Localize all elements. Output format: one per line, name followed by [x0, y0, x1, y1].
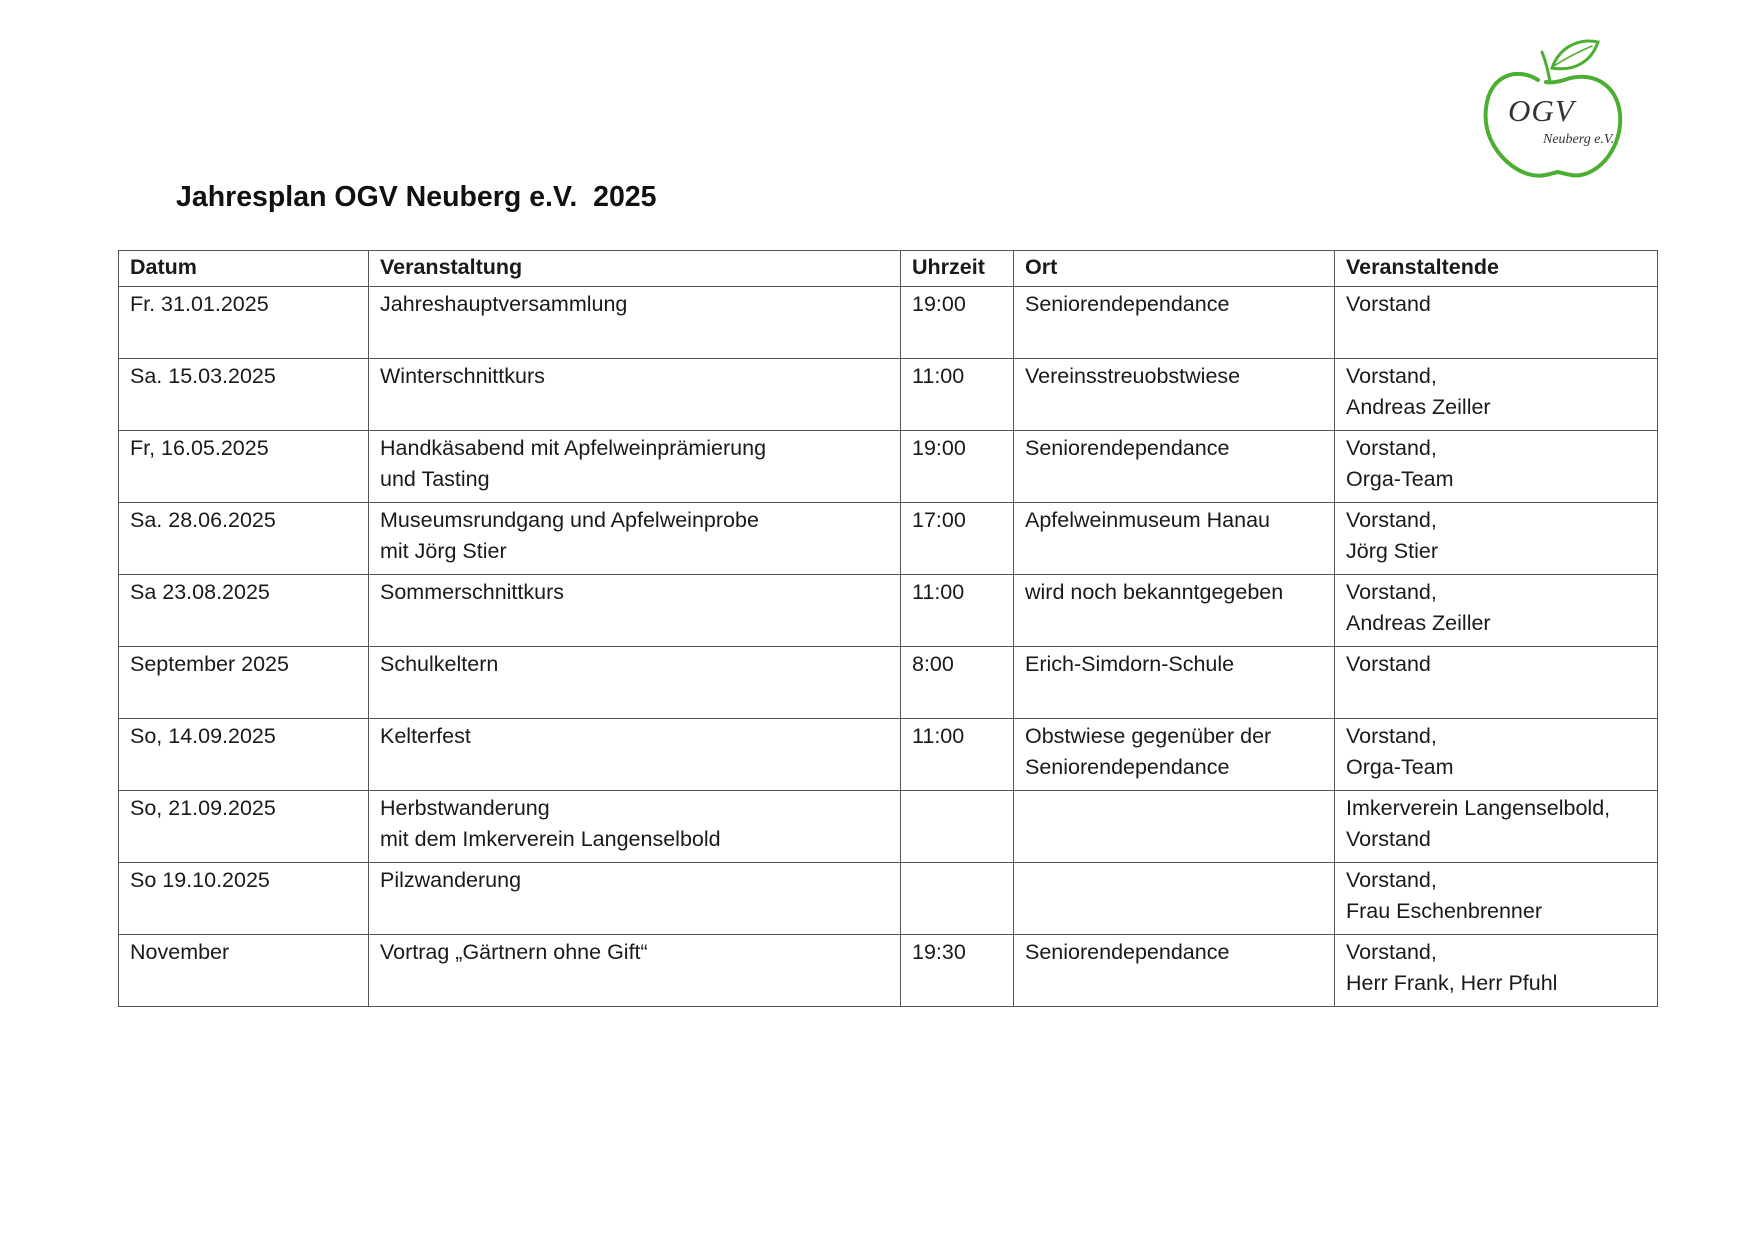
cell-veranstaltende: Vorstand, Frau Eschenbrenner	[1335, 863, 1658, 935]
cell-veranstaltung: Winterschnittkurs	[369, 359, 901, 431]
cell-uhrzeit	[901, 863, 1014, 935]
cell-veranstaltung: Sommerschnittkurs	[369, 575, 901, 647]
table-row	[119, 575, 1658, 647]
cell-veranstaltung: Herbstwanderung mit dem Imkerverein Langenselbold	[369, 791, 901, 863]
header-veranstaltung: Veranstaltung	[369, 251, 901, 287]
cell-veranstaltende: Vorstand, Herr Frank, Herr Pfuhl	[1335, 935, 1658, 1007]
cell-veranstaltende: Vorstand	[1335, 287, 1658, 359]
header-datum: Datum	[119, 251, 369, 287]
table-header-row	[119, 251, 1658, 287]
cell-veranstaltung: Vortrag „Gärtnern ohne Gift“	[369, 935, 901, 1007]
table-row	[119, 935, 1658, 1007]
cell-ort	[1014, 863, 1335, 935]
cell-veranstaltung: Museumsrundgang und Apfelweinprobe mit Jörg Stier	[369, 503, 901, 575]
cell-uhrzeit	[901, 791, 1014, 863]
cell-datum: September 2025	[119, 647, 369, 719]
cell-ort: Seniorendependance	[1014, 431, 1335, 503]
cell-veranstaltung: Schulkeltern	[369, 647, 901, 719]
cell-veranstaltende: Vorstand, Andreas Zeiller	[1335, 359, 1658, 431]
cell-veranstaltende: Vorstand, Orga-Team	[1335, 431, 1658, 503]
cell-veranstaltung: Jahreshauptversammlung	[369, 287, 901, 359]
cell-ort: Seniorendependance	[1014, 935, 1335, 1007]
cell-ort: Erich-Simdorn-Schule	[1014, 647, 1335, 719]
table-row	[119, 863, 1658, 935]
table-row	[119, 503, 1658, 575]
cell-veranstaltung: Pilzwanderung	[369, 863, 901, 935]
cell-veranstaltende: Vorstand, Andreas Zeiller	[1335, 575, 1658, 647]
header-veranstaltende: Veranstaltende	[1335, 251, 1658, 287]
cell-veranstaltende: Imkerverein Langenselbold, Vorstand	[1335, 791, 1658, 863]
cell-uhrzeit: 19:00	[901, 287, 1014, 359]
cell-veranstaltende: Vorstand	[1335, 647, 1658, 719]
cell-uhrzeit: 11:00	[901, 359, 1014, 431]
cell-ort: Vereinsstreuobstwiese	[1014, 359, 1335, 431]
header-ort: Ort	[1014, 251, 1335, 287]
cell-uhrzeit: 17:00	[901, 503, 1014, 575]
cell-datum: Fr. 31.01.2025	[119, 287, 369, 359]
cell-datum: Fr, 16.05.2025	[119, 431, 369, 503]
page-title: Jahresplan OGV Neuberg e.V. 2025	[176, 181, 657, 213]
cell-uhrzeit: 8:00	[901, 647, 1014, 719]
cell-datum: So, 14.09.2025	[119, 719, 369, 791]
table-row	[119, 431, 1658, 503]
cell-uhrzeit: 19:30	[901, 935, 1014, 1007]
cell-datum: So, 21.09.2025	[119, 791, 369, 863]
cell-datum: Sa 23.08.2025	[119, 575, 369, 647]
cell-datum: Sa. 15.03.2025	[119, 359, 369, 431]
table-row	[119, 287, 1658, 359]
cell-uhrzeit: 19:00	[901, 431, 1014, 503]
table-row	[119, 359, 1658, 431]
table-row	[119, 719, 1658, 791]
cell-ort: Obstwiese gegenüber der Seniorendependance	[1014, 719, 1335, 791]
header-uhrzeit: Uhrzeit	[901, 251, 1014, 287]
cell-ort: wird noch bekanntgegeben	[1014, 575, 1335, 647]
cell-uhrzeit: 11:00	[901, 719, 1014, 791]
cell-veranstaltende: Vorstand, Orga-Team	[1335, 719, 1658, 791]
cell-datum: So 19.10.2025	[119, 863, 369, 935]
cell-ort	[1014, 791, 1335, 863]
cell-ort: Apfelweinmuseum Hanau	[1014, 503, 1335, 575]
cell-uhrzeit: 11:00	[901, 575, 1014, 647]
table-row	[119, 791, 1658, 863]
table-row	[119, 647, 1658, 719]
events-table	[118, 250, 1658, 1007]
cell-ort: Seniorendependance	[1014, 287, 1335, 359]
cell-datum: Sa. 28.06.2025	[119, 503, 369, 575]
cell-veranstaltende: Vorstand, Jörg Stier	[1335, 503, 1658, 575]
cell-datum: November	[119, 935, 369, 1007]
logo-text: OGV	[1508, 93, 1575, 128]
cell-veranstaltung: Handkäsabend mit Apfelweinprämierung und Tasting	[369, 431, 901, 503]
cell-veranstaltung: Kelterfest	[369, 719, 901, 791]
logo-subtext: Neuberg e.V.	[1543, 132, 1615, 147]
